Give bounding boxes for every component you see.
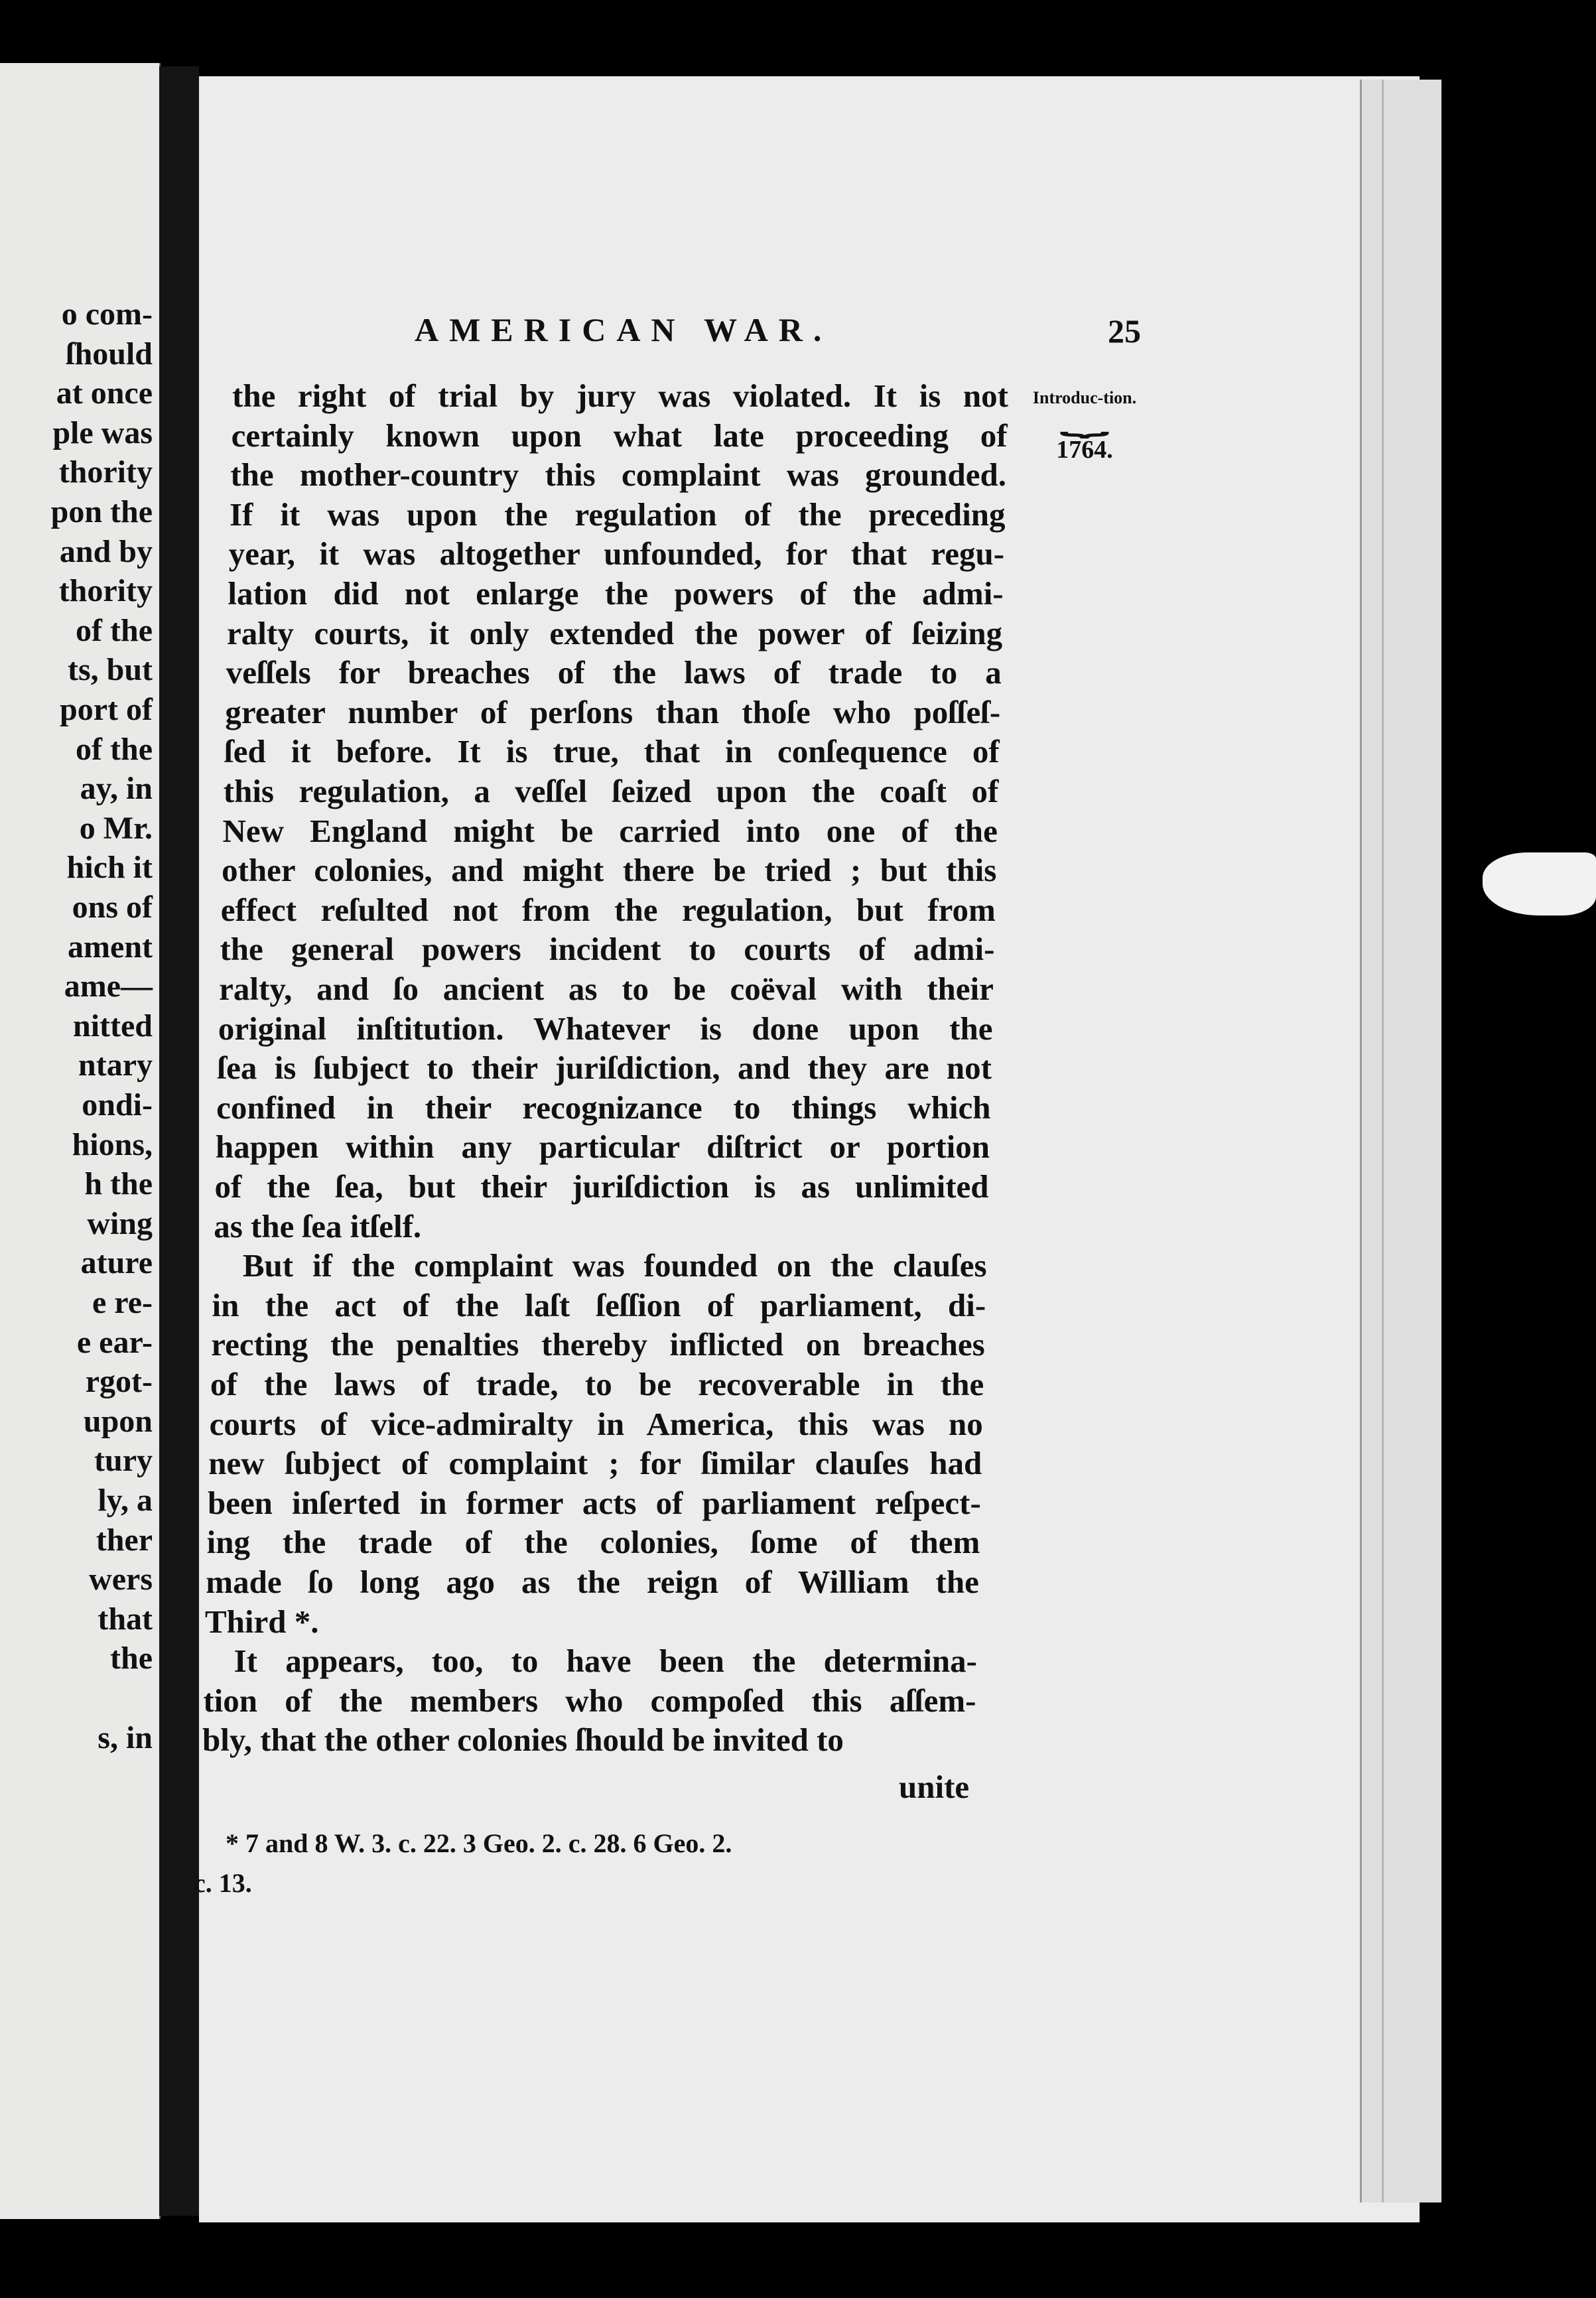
margin-note-year: 1764.	[1056, 435, 1113, 464]
text-line: other colonies, and might there be tried ; but this	[222, 852, 997, 889]
previous-page-line: wing	[87, 1205, 153, 1241]
brace-ornament: ⏟	[1061, 405, 1108, 436]
text-line: tion of the members who compoſed this aſſem-	[203, 1682, 976, 1719]
text-line: certainly known upon what late proceeding of	[231, 417, 1008, 454]
text-line: the right of trial by jury was violated. It is not	[232, 377, 1008, 414]
text-line: as the ſea itſelf.	[214, 1207, 422, 1245]
text-line: ing the trade of the colonies, ſome of them	[206, 1524, 980, 1561]
previous-page-line: of the	[76, 612, 153, 648]
text-line: of the laws of trade, to be recoverable in the	[210, 1366, 984, 1402]
previous-page-line: h the	[84, 1166, 153, 1202]
previous-page-line: o Mr.	[79, 810, 153, 846]
previous-page-line: ay, in	[80, 771, 153, 807]
page-number: 25	[1108, 312, 1141, 350]
previous-page-line: port of	[60, 692, 153, 727]
text-line: new ſubject of complaint ; for ſimilar clauſes had	[208, 1445, 982, 1482]
page-edge	[1360, 80, 1441, 2202]
previous-page-fragment	[0, 63, 161, 2219]
previous-page-line: ons of	[72, 890, 153, 925]
text-line: ralty, and ſo ancient as to be coëval with their	[219, 971, 994, 1007]
catchword: unite	[899, 1769, 970, 1805]
previous-page-line: e ear-	[76, 1324, 153, 1360]
footnote-line-2: c. 13.	[194, 1868, 252, 1898]
text-line: ralty courts, it only extended the power of ſeizing	[227, 614, 1003, 651]
margin-note-label: Introduc-tion.	[1032, 388, 1137, 407]
previous-page-line: wers	[89, 1562, 153, 1597]
previous-page-line: nitted	[73, 1008, 153, 1044]
text-line: ſed it before. It is true, that in conſequence of	[224, 733, 1000, 770]
previous-page-line: hions,	[72, 1126, 153, 1162]
previous-page-line: thority	[58, 454, 153, 490]
text-line: original inſtitution. Whatever is done upon the	[218, 1010, 993, 1047]
text-line: But if the complaint was founded on the clauſes	[242, 1247, 987, 1284]
previous-page-line: ſhould	[66, 336, 153, 372]
text-line: year, it was altogether unfounded, for that regu-	[228, 535, 1005, 573]
previous-page-line: o com-	[61, 297, 153, 332]
text-line: New England might be carried into one of the	[222, 812, 998, 849]
previous-page-line: ly, a	[98, 1483, 153, 1518]
previous-page-line: at once	[56, 375, 153, 411]
text-line: recting the penalties thereby inflicted on breaches	[211, 1326, 985, 1363]
text-line: Third *.	[204, 1603, 319, 1640]
text-line: the mother-country this complaint was grounded.	[230, 456, 1007, 494]
previous-page-line: the	[110, 1641, 153, 1676]
previous-page-line: ts, but	[67, 652, 153, 688]
text-line: courts of vice-admiralty in America, this was no	[209, 1405, 983, 1442]
margin-note	[1031, 388, 1138, 465]
previous-page-line: e re-	[92, 1285, 153, 1320]
previous-page-line: ature	[80, 1245, 153, 1281]
footnote-line-1: * 7 and 8 W. 3. c. 22. 3 Geo. 2. c. 28. 6 Geo. 2.	[226, 1828, 732, 1858]
previous-page-line: ament	[68, 929, 153, 965]
previous-page-line: ame—	[64, 969, 153, 1004]
text-line: made ſo long ago as the reign of William the	[206, 1564, 979, 1600]
text-line: greater number of perſons than thoſe who poſſeſ-	[225, 693, 1001, 730]
text-line: It appears, too, to have been the determina-	[233, 1643, 977, 1680]
previous-page-line: ondi-	[82, 1087, 153, 1122]
previous-page-line: ther	[96, 1522, 153, 1558]
text-line: effect reſulted not from the regulation, but from	[220, 891, 996, 928]
text-line: happen within any particular diſtrict or portion	[215, 1128, 990, 1166]
previous-page-line: pon the	[50, 494, 153, 529]
text-line: lation did not enlarge the powers of the admi-	[228, 575, 1004, 612]
book-gutter	[159, 66, 199, 2216]
text-line: confined in their recognizance to things which	[216, 1089, 991, 1126]
previous-page-line: s, in	[98, 1720, 153, 1755]
text-line: this regulation, a veſſel ſeized upon the coaſt of	[223, 773, 999, 809]
previous-page-line: tury	[94, 1443, 153, 1479]
text-line: ſea is ſubject to their juriſdiction, and they are not	[217, 1049, 992, 1087]
text-line: bly, that the other colonies ſhould be invited to	[202, 1722, 844, 1759]
previous-page-line: upon	[83, 1403, 153, 1439]
previous-page-line: of the	[76, 731, 153, 767]
previous-page-line: hich it	[66, 850, 153, 886]
running-head: AMERICAN WAR.	[415, 311, 832, 348]
previous-page-line: and by	[59, 533, 153, 569]
text-line: of the ſea, but their juriſdiction is as unlimited	[214, 1168, 989, 1205]
page-tear	[1483, 852, 1596, 915]
previous-page-line: that	[98, 1601, 153, 1637]
text-line: the general powers incident to courts of admi-	[220, 931, 995, 968]
text-line: in the act of the laſt ſeſſion of parliament, di-	[212, 1286, 986, 1323]
previous-page-line: ntary	[78, 1048, 153, 1083]
text-line: veſſels for breaches of the laws of trade to a	[226, 654, 1002, 691]
text-line: been inſerted in former acts of parliament reſpect-	[207, 1484, 981, 1521]
previous-page-line: rgot-	[85, 1364, 153, 1400]
previous-page-line: thority	[58, 573, 153, 609]
text-line: If it was upon the regulation of the preceding	[230, 496, 1006, 533]
previous-page-line: ple was	[52, 415, 153, 450]
